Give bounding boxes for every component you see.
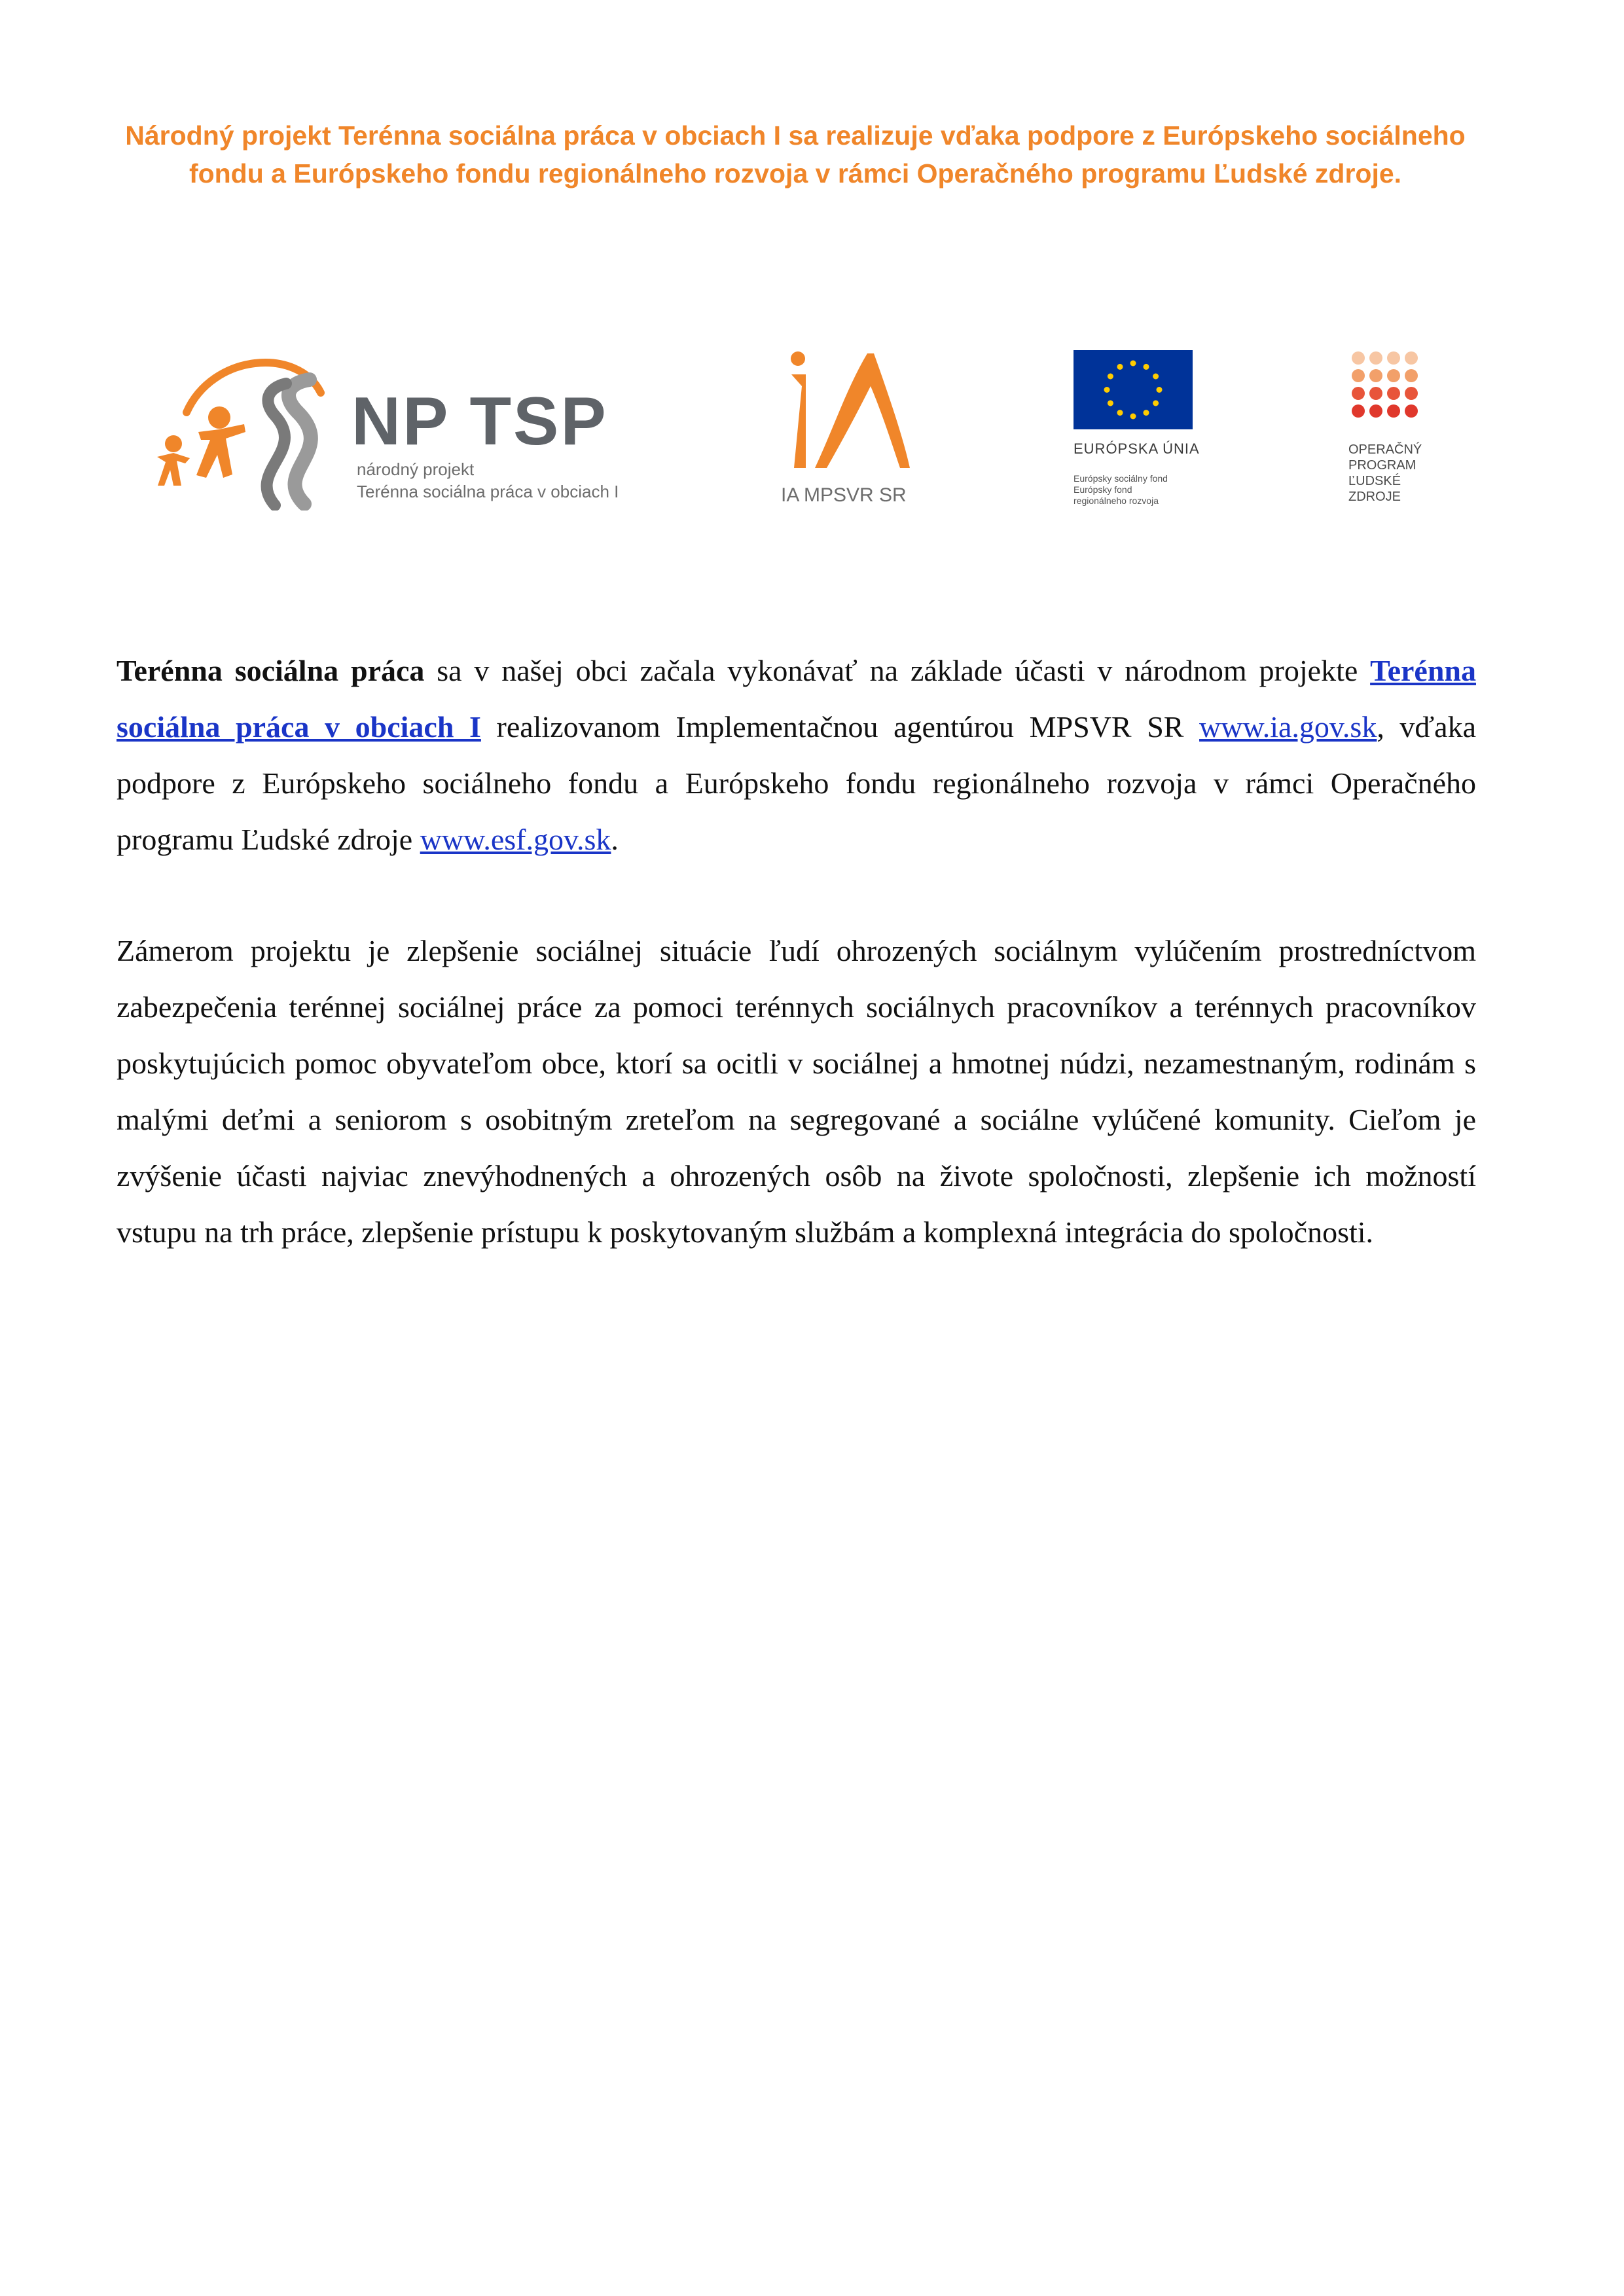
page-header: Národný projekt Terénna sociálna práca v obciach I sa realizuje vďaka podpore z Európskeho sociálneho fondu a Európskeho fondu regionálneho rozvoja v rámci Operačného programu Ľudské zdroje. (125, 120, 1466, 188)
intro-text-b: realizovanom Implementačnou agentúrou MPSVR SR (480, 710, 1200, 744)
paragraph-goal: Zámerom projektu je zlepšenie sociálnej situácie ľudí ohrozených sociálnym vylúčením prostredníctvom zabezpečenia terénnej sociálnej práce za pomoci terénnych sociálnych pracovníkov a terénnych pracovníkov poskytujúcich pomoc obyvateľom obce, ktorí sa ocitli v sociálnej a hmotnej núdzi, nezamestnaným, rodinám s malými deťmi a seniorom s osobitným zreteľom na segregované a sociálne vylúčené komunity. Cieľom je zvýšenie účasti najviac znevýhodnených a ohrozených osôb na živote spoločnosti, zlepšenie ich možností vstupu na trh práce, zlepšenie prístupu k poskytovaným službám a komplexná integrácia do spoločnosti. (117, 934, 1476, 1249)
eu-fund-text (1074, 473, 1231, 507)
ia-logo-icon (776, 340, 933, 478)
op-lz-line-1: OPERAČNÝ (1348, 442, 1422, 457)
eu-logo (1074, 350, 1204, 514)
intro-text-a: sa v našej obci začala vykonávať na základe účasti v národnom projekte (424, 654, 1371, 687)
eu-title: EURÓPSKA ÚNIA (1074, 440, 1200, 457)
ia-mpsvr-logo (776, 340, 933, 511)
op-dots-icon (1348, 350, 1440, 429)
intro-text-d: . (611, 823, 619, 856)
paragraph-intro (117, 643, 1476, 868)
op-lz-logo (1348, 350, 1479, 514)
op-lz-line-4: ZDROJE (1348, 490, 1401, 504)
esf-gov-link[interactable]: www.esf.gov.sk (420, 823, 611, 856)
eu-fund-line-1: Európsky sociálny fond (1074, 473, 1168, 484)
np-tsp-subtitle-2: Terénna sociálna práca v obciach I (357, 482, 619, 501)
eu-flag-icon (1074, 350, 1193, 429)
np-tsp-subtitle-1: národný projekt (357, 459, 475, 479)
op-lz-line-2: PROGRAM (1348, 458, 1416, 473)
np-tsp-title: NP TSP (352, 384, 608, 459)
np-tsp-logo (141, 340, 638, 511)
logo-strip (0, 340, 1624, 511)
intro-lead-bold: Terénna sociálna práca (117, 654, 425, 687)
op-lz-text (1348, 442, 1479, 505)
ia-gov-link[interactable]: www.ia.gov.sk (1199, 710, 1377, 744)
eu-fund-line-3: regionálneho rozvoja (1074, 495, 1159, 506)
intro-text-c: , vďaka podpore z Európskeho sociálneho fondu a Európskeho fondu regionálneho rozvoja v rámci Operačného programu Ľudské zdroje (117, 710, 1477, 856)
np-tsp-logo-icon (141, 340, 344, 511)
op-lz-line-3: ĽUDSKÉ (1348, 474, 1401, 488)
ia-mpsvr-caption: IA MPSVR SR (781, 484, 907, 506)
eu-fund-line-2: Európsky fond (1074, 484, 1132, 495)
project-link[interactable]: Terénna sociálna práca v obciach I (117, 654, 1476, 744)
